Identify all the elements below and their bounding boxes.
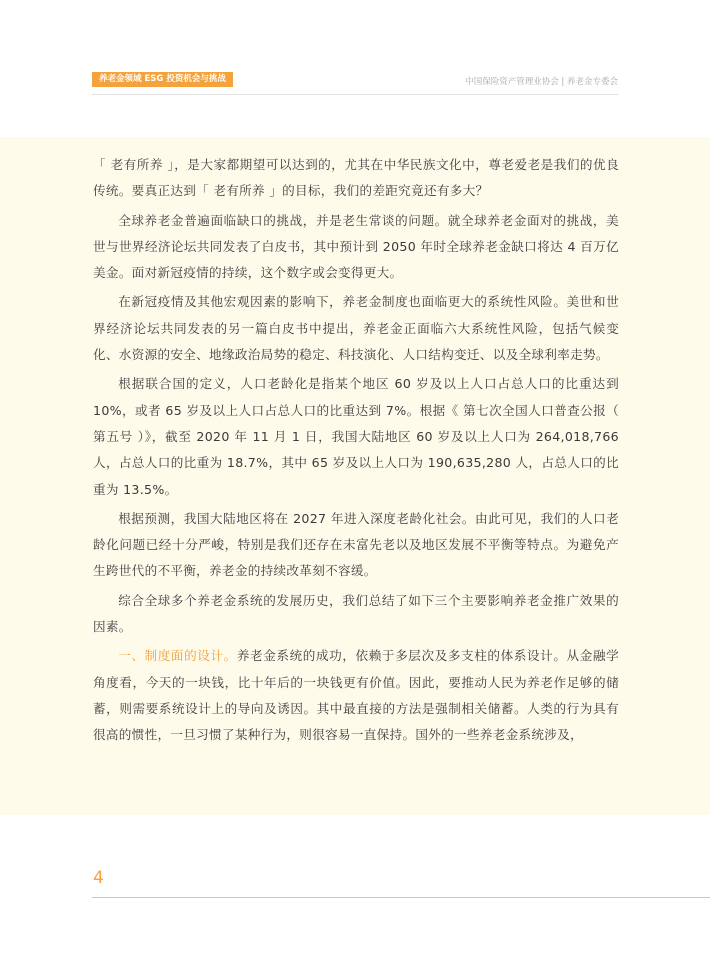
paragraph-1: 「 老有所养 」，是大家都期望可以达到的，尤其在中华民族文化中，尊老爱老是我们的优良传统。要真正达到「 老有所养 」的目标，我们的差距究竟还有多大？ (93, 157, 619, 199)
header-divider (92, 94, 618, 95)
paragraph-3: 在新冠疫情及其他宏观因素的影响下，养老金制度也面临更大的系统性风险。美世和世界经济论坛共同发表的另一篇白皮书中提出，养老金正面临六大系统性风险，包括气候变化、水资源的安全、地缘政治局势的稳定、科技演化、人口结构变迁、以及全球利率走势。 (93, 294, 619, 363)
paragraph-2: 全球养老金普遍面临缺口的挑战，并是老生常谈的问题。就全球养老金面对的挑战，美世与世界经济论坛共同发表了白皮书，其中预计到 2050 年时全球养老金缺口将达 4 百万亿美金。面对新冠疫情的持续，这个数字或会变得更大。 (93, 212, 619, 281)
paragraph-5: 根据预测，我国大陆地区将在 2027 年进入深度老龄化社会。由此可见，我们的人口老龄化问题已经十分严峻，特别是我们还存在未富先老以及地区发展不平衡等特点。为避免产生跨世代的不平衡，养老金的持续改革刻不容缓。 (93, 510, 619, 579)
header-section-tag: 养老金领域 ESG 投资机会与挑战 (92, 72, 233, 87)
paragraph-4: 根据联合国的定义，人口老龄化是指某个地区 60 岁及以上人口占总人口的比重达到 10%，或者 65 岁及以上人口占总人口的比重达到 7%。根据《 第七次全国人口普查公报（ 第五号 ）》，截至 2020 年 11 月 1 日，我国大陆地区 60 岁及以上人口为 264,018,766 人，占总人口的比重为 18.7%，其中 65 岁及以上人口为 190,635,280 人，占总人口的比重为 13.5%。 (93, 376, 619, 497)
paragraph-6: 综合全球多个养老金系统的发展历史，我们总结了如下三个主要影响养老金推广效果的因素。 (93, 592, 619, 635)
page-number: 4 (93, 868, 104, 888)
paragraph-7-text: 养老金系统的成功，依赖于多层次及多支柱的体系设计。从金融学角度看，今天的一块钱，比十年后的一块钱更有价值。因此，要推动人民为养老作足够的储蓄，则需要系统设计上的导向及诱因。其中最直接的方法是强制相关储蓄。人类的行为具有很高的惯性，一旦习惯了某种行为，则很容易一直保持。国外的一些养老金系统涉及， (93, 648, 619, 743)
body-text (93, 152, 619, 752)
paragraph-7 (93, 643, 619, 748)
footer-divider (92, 897, 710, 898)
header-organization: 中国保险资产管理业协会 | 养老金专委会 (465, 77, 618, 87)
section-heading-highlight: 一、制度面的设计。 (118, 648, 237, 664)
